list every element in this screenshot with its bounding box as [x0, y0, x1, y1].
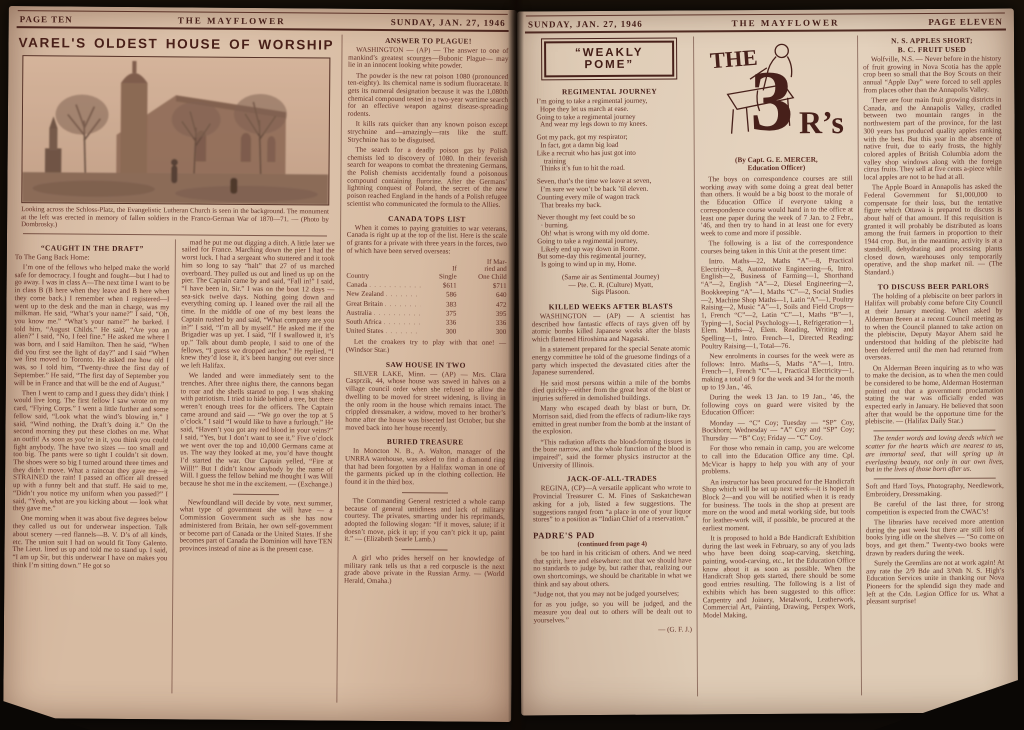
- issue-date: SUNDAY, JAN. 27, 1946: [390, 17, 506, 28]
- article-paragraph: Be careful of the last three, for strong competition is expected from the CWAC’s!: [865, 499, 1004, 517]
- article-paragraph: An instructor has been procured for the Handicraft Shop which will be set up next week—it is hoped in Block 2—and you will be notified when it is ready for business. The tools in the shop at present are more on the wood and metal working side, but tools for leather-work will, if possible, be procured at the earliest moment.: [702, 476, 855, 533]
- main-headline: VAREL'S OLDEST HOUSE OF WORSHIP: [18, 35, 335, 53]
- married-cell: 300: [495, 327, 507, 337]
- article-paragraph: Soft and Hard Toys, Photography, Needlework, Embroidery, Dressmaking.: [865, 481, 1004, 499]
- article-title: PADRE'S PAD: [533, 529, 595, 541]
- article-three-rs: [700, 175, 855, 620]
- article-paragraph: Many who escaped death by blast or burn, Dr. Morrison said, died from the effects of radium-like rays emitted in great number from the bomb at the instant of the explosion.: [532, 403, 691, 436]
- article-paragraph: When it comes to paying gratuities to war veterans, Canada is right up at the top of the list. Here is the scale of grants for a private with three years in the forces, two of which have been served overseas:: [346, 223, 508, 256]
- article-buried-treasure: [345, 437, 506, 488]
- article-caught-in-the-draft: [11, 238, 174, 693]
- country-cell: Great Britain: [346, 299, 383, 308]
- single-cell: $611: [442, 281, 457, 290]
- column-header-single: If Single: [439, 265, 457, 281]
- dot-leader: [372, 309, 421, 319]
- article-title: ANSWER TO PLAGUE!: [385, 35, 472, 46]
- article-paragraph: for as you judge, so you will be judged, and the measure you deal out to others will be dealt out to yourselves.”: [533, 599, 692, 624]
- column-header-country: Country: [346, 272, 370, 280]
- article-paragraph: It is proposed to hold a Bde Handicraft Exhibition during the last week in February, so any of you lads who have been doing soap-carving, sketching, painting, wood-carving, etc., let the Education Office know about it as soon as possible. When the Handicraft Shop gets started, there should be some good entries resulting. The following is a list of exhibits which has been suggested to this office: Carpentry and Joinery, Metalwork, Leatherwork, Commercial Art, Painting, Drawing, Perspex Work, Model Making,: [702, 533, 856, 620]
- article-paragraph: The search for a deadly poison gas by Polish chemists led to discovery of 1080. In their feverish search for weapons to combat the threatening Germans, the Polish chemists accidentally found a poisonous compound containing flurorine. After the Germans’ lightning conquest of Poland, the secret of the new poison reached England in the hands of a Polish refugee scientist who communicated the formula to the Allies.: [346, 145, 508, 209]
- poem-stanza: Got my pack, got my respirator; In fact, got a damn big load Like a recruit who has just got into training Thinks it’s fun to hit the road.: [536, 133, 636, 173]
- article-paragraph: be too hard in his criticism of others. And we need that spirit, here and elsewhere: not that we should have no standards to judge by, but rather that, realizing our own shortcomings, we should be charitable in what we think and say about others.: [533, 548, 692, 589]
- article-paragraph: It kills rats quicker than any known poison except strychnine and—amazingly—rats like the stuff. Strychnine has to be disguised.: [347, 120, 508, 145]
- table-header-row: [346, 258, 506, 281]
- section-divider: [233, 494, 279, 495]
- poem-stanza: I’m going to take a regimental journey, Hope they let us march at ease. Going to take a regimental journey And wear my legs down to my knees.: [536, 96, 648, 129]
- page-eleven-column-3: [857, 35, 1010, 696]
- article-title: TO DISCUSS BEER PARLORS: [877, 281, 990, 292]
- masthead: THE MAYFLOWER: [731, 17, 840, 29]
- filler-paragraph: A girl who prides herself on her knowledge of military rank tells us that a red corpuscle is the next grade above private in the Russian Army. — (World Herald, Omaha.): [343, 553, 505, 586]
- article-saw-house-in-two: [345, 359, 506, 433]
- article-caught-continuation: [171, 239, 334, 694]
- single-cell: 336: [445, 318, 457, 327]
- article-salutation: To The Gang Back Home:: [14, 252, 90, 262]
- page-number: PAGE TEN: [19, 14, 73, 25]
- single-cell: 383: [445, 299, 457, 309]
- single-cell: 586: [446, 290, 457, 299]
- poem-title: REGIMENTAL JOURNEY: [561, 86, 658, 97]
- article-paragraph: For those who remain in camp, you are welcome to call into the Education Office any time. Cpl. McVicar is happy to help you with any of your problems.: [701, 443, 855, 476]
- article-canada-tops-list: [346, 213, 507, 355]
- article-jack-of-all-trades: [533, 474, 692, 524]
- single-cell: 375: [445, 309, 457, 318]
- top-rule: [526, 13, 1005, 17]
- country-cell: United States: [345, 326, 384, 336]
- three-rs-cartoon: [701, 35, 852, 154]
- article-paragraph: WASHINGTON — (AP) — A scientist has described how fantastic effects of rays given off by atomic bombs killed Japanese weeks after the blasts which flattened Hiroshima and Nagasaki.: [531, 311, 691, 344]
- country-cell: South Africa: [346, 317, 382, 326]
- article-title: SAW HOUSE IN TWO: [385, 359, 466, 370]
- article-paragraph: He said most persons within a mile of the bombs died quickly—either from the great heat of the blast or injuries suffered in demolished buildings.: [532, 378, 691, 403]
- article-title: BURIED TREASURE: [386, 437, 464, 447]
- section-divider: [873, 430, 995, 432]
- poem-stanza: Never thought my feet could be so · burning. Oh! what is wrong with my old dome. Going to take a regimental journey, Likely end up way down in Rome. But some-day this regimental journey, Is going to wind up in my, Home.: [537, 213, 650, 269]
- article-paragraph: The powder is the new rat poison 1080 (pronounced ten-eighty). Its chemical name is sodium fluoracetate. It gets its numeral designation because it was the 1,080th chemical compound tested in a two-year wartime search for an effective weapon against disease-spreading rodents.: [347, 71, 509, 118]
- article-paragraph: The boys on correspondence courses are still working away with some doing a great deal better than others. It would be a big boost to the morale of the Education Office if everyone taking a correspondence course would hand in to the office at least one paper during the week of 7 Jan. to 2 Febr., ’46, and then try to hand in at least one for every week to come and more if possible.: [700, 174, 854, 238]
- poem-credit: (Same air as Sentimental Journey): [561, 272, 660, 282]
- caption-rule: [23, 233, 327, 236]
- article-paragraph: On Alderman Breen inquiring as to who was to make the decision, as to when the men could be considered to be home, Alderman Hosterman pointed out that a government proclamation stating the war was officially ended was expected early in January. He believed that soon after that would be the opportune time for the plebiscite. — (Halifax Daily Star.): [864, 363, 1004, 426]
- article-title: JACK-OF-ALL-TRADES: [566, 474, 657, 484]
- article-killed-weeks-after-blasts: [532, 302, 691, 470]
- dot-leader: [383, 327, 420, 336]
- article-paragraph: SILVER LAKE, Minn. — (AP) — Mrs. Clara Casprzik, 44, whose house was sawed in halves on a village council order when she refused to allow the dwelling to be moved for street widening, is living in the only room in the house which remains intact. The crippled dressmaker, a widow, moved to her brother’s home after the house was bisected last October, but she moved back into her house recently.: [345, 369, 506, 433]
- article-padres-pad: [533, 529, 692, 634]
- issue-date: SUNDAY, JAN. 27, 1946: [527, 18, 643, 30]
- single-cell: 300: [445, 327, 457, 336]
- article-ns-apples-short: [863, 36, 1003, 278]
- cartoon-text-the: THE: [708, 44, 758, 74]
- country-cell: New Zealand: [346, 289, 384, 299]
- article-regimental-journey: [530, 86, 690, 297]
- article-paragraph: I’m one of the fellows who helped make the world safe for democracy. I fought and fought—but I had to go away. I was in class A—The next time I want to be in class B (B here when they leave and B here when they come back.) I remember when I registered—I went up to the desk and the man in charge, was my milkman. He said, “What’s your name?” I said, “Oh, you know me.” “What’s your name?” he barked. I told him, “August Childs.” He said, “Are you an alien?” I said, “No, I feel fine.” He asked me where I was born, and I said Hamilton. Then he said, “When did you first see the light of day?” and I said “When we first moved to Toronto. He asked me how old I was, so I told him, “Twenty-three the first day of September.” He said, “The first day of September you will be in France and that will be the end of August.”: [13, 263, 170, 388]
- dot-leader: [367, 281, 420, 291]
- article-paragraph: “Judge not, that you may not be judged yourselves;: [533, 589, 680, 599]
- page-number: PAGE ELEVEN: [928, 16, 1003, 28]
- article-answer-to-plague: [347, 36, 509, 210]
- dot-leader: [383, 299, 421, 308]
- article-paragraph: REGINA, (CP)—A versatile applicant who wrote to Provincial Treasurer C. M. Fines of Saskatchewan asking for a job, listed a few suggestions. The suggestions ranged from “a place in one of your liquor stores” to a position as “Indian Chief of a reservation.”: [532, 483, 692, 524]
- article-paragraph: In a statement prepared for the special Senate atomic energy committee he told of the gruesome findings of a party which inspected the devastated cities after the Japanese surrendered.: [531, 344, 691, 377]
- article-paragraph: There are four main fruit growing districts in Canada, and the Annapolis Valley, cradled between two mountain ranges in the northwestern part of the province, for the last 300 years has produced quality apples ranking with the best. But this year in the absence of native fruit, due to early frosts, the highly colored apples of British Columbia adorn the valley shop windows along with the foreign citrus fruits. They sell at five cents a-piece while local apples are not to be had at all.: [863, 95, 1002, 182]
- dot-leader: [382, 318, 421, 328]
- article-paragraph: Newfoundland will decide by vote, next summer, what type of government she will have — a Commission Government such as she has now administered from Britain, her own self-government or become part of Canada or the United States. If she becomes part of Canada the Dominion will have TEN provinces instead of nine as is the present case.: [179, 498, 333, 554]
- column-header-married: If Mar- ried and One Child: [478, 258, 507, 281]
- three-rs-illustration: [701, 35, 852, 148]
- article-title: N. S. APPLES SHORT; B. C. FRUIT USED: [891, 35, 973, 55]
- section-divider: [874, 478, 996, 480]
- article-paragraph: The following is a list of the correspondence courses being taken in this Unit at the present time:: [700, 238, 854, 256]
- page-ten-right-column: [336, 35, 509, 704]
- article-paragraph: We landed and were immediately sent to the trenches. After three nights there, the cannons began to roar and the shells started to pop. I was shaking with patriotism. I tried to hide behind a tree, but there weren’t enough trees for the officers. The Captain came around and said — “We go over the top at 5 o’clock.” I said “I would like to have a furlough.” He said, “Haven’t you got any red blood in your veins?” I said, “Yes, but I don’t want to see it.” Five o’clock we went over the top and 10,000 Germans came at us. The way they looked at me, you’d have thought I’d started the war. Our Captain yelled, “Fire at Will!” But I didn’t know anybody by the name of Will. I guess the fellow behind me thought I was Will because he shot me in the excitement. — (Exchange.): [179, 371, 334, 489]
- table-row: [346, 327, 506, 337]
- married-cell: 395: [495, 309, 507, 318]
- article-paragraph: Let the croakers try to play with that one! — (Windsor Star.): [345, 338, 507, 355]
- page-eleven: [517, 8, 1018, 715]
- article-credit: — (G. F. J.): [658, 625, 692, 634]
- page-fold-shadow: [508, 0, 524, 730]
- article-paragraph: Monday — “C” Coy; Tuesday — “SP” Coy, Bockhorn; Wednesday — “A” Coy and “SP” Coy; Thursday — “B” Coy; Friday — “C” Coy.: [701, 418, 855, 443]
- married-cell: 640: [496, 291, 507, 300]
- page-eleven-column-1: [525, 36, 697, 697]
- cartoon-byline: (By Capt. G. E. MERCER,: [735, 155, 818, 165]
- poem-credit: — Pte. C. R. (Culture) Myatt,: [568, 280, 653, 289]
- page-eleven-header: [525, 17, 1006, 34]
- article-paragraph: Wolfville, N.S. — Never before in the history of fruit growing in Nova Scotia has the apple crop been so small that the Boy Scouts on their annual “Apple Day” were forced to sell apples from places other than the Annapolis Valley.: [863, 54, 1002, 95]
- cartoon-text-three: 3: [749, 52, 794, 149]
- gratuities-table: [346, 258, 507, 338]
- poem-credit: Sigs Plasoon.: [591, 288, 630, 297]
- country-cell: Canada: [346, 280, 368, 289]
- section-divider: [401, 549, 447, 550]
- dot-leader: [384, 290, 421, 299]
- page-ten: [3, 6, 517, 722]
- article-paragraph: The Apple Board in Annapolis has asked the Federal Government for $1,000,000 to compensate for their loss, but the tentative figure which Ottawa is prepared to discuss is about half of that amount. If this requisition is granted it will probably be distributed as loans among the fruit farmers in proportion to their 1944 crop. But, in the meantime, activity is at a standstill, dehydrating and processing plants closed down, warehouses only temporarily operative, and the shop market nil. — (The Standard.): [863, 182, 1003, 277]
- church-photo: [21, 55, 330, 205]
- article-paragraph: In Moncton N. B., A. Walton, manager of the UNRRA warehouse, was asked to find a diamond ring that had been forgotten by a Halifax woman in one of the garments picked up in the clothing collection. He found it in the third box.: [344, 447, 506, 487]
- section-divider: [402, 492, 448, 493]
- article-beer-parlors: [864, 281, 1003, 426]
- article-title: “CAUGHT IN THE DRAFT”: [40, 243, 144, 253]
- married-cell: 336: [495, 318, 507, 327]
- article-three-rs-continuation: [866, 483, 1005, 607]
- weakly-pome-box: “WEAKLY POME”: [544, 41, 675, 78]
- masthead: THE MAYFLOWER: [177, 15, 286, 27]
- article-paragraph: mad he put me out digging a ditch. A little later we sailed for France. Marching down the pier I had the worst luck. I had a sergeant who stuttered and it took him so long to say “halt” that 27 of us marched overboard. They pulled us out and lined us up on the pier. The Captain came by and said, “Fall in!” I said, “I have been in, Sir.” I was on the boat 12 days — sea-sick twelve days. Nothing going down and everything coming up. I leaned over the rail all the time. In the middle of one of my best leans the Captain rushed by and said, “What company are you in?” I said, “I’m all by myself.” He asked me if the Brigadier was up yet. I said, “If I swallowed it, it’s up.” Talk about dumb people, I said to one of the fellows, “I guess we dropped anchor.” He replied, “I knew they’d lose it, it’s been hanging out ever since we left Halifax.: [180, 238, 335, 370]
- page-eleven-column-2: [693, 35, 861, 696]
- page-ten-header: [17, 14, 509, 32]
- article-paragraph: During the week 13 Jan. to 19 Jan., ’46, the following coys on guard were visited by the Education Officer:: [701, 392, 855, 417]
- article-paragraph: The holding of a plebiscite on beer parlors in Halifax will probably come before City Council at their January meeting. When asked by Alderman Breen at a recent Council meeting as to when the Council planned to take action on the plebiscite, Deputy Mayor Ahern said he understood that holding of the plebiscite had been deferred until the men had returned from overseas.: [864, 291, 1003, 362]
- continued-note: (continued from page 4): [577, 540, 648, 549]
- country-cell: Australia: [346, 308, 372, 317]
- married-cell: $711: [492, 281, 507, 291]
- article-paragraph: New enrolments in courses for the week were as follows: Intro. Maths—5, Maths “A”—1, Intro. French—1, French “C”—1, Practical Electricity—1, making a total of 9 for the week and 34 for the month up to 19 Jan., ’46.: [701, 351, 855, 392]
- article-paragraph: The libraries have received more attention during the past week but there are still lots of books lying idle on the shelves — “So come on boys, and get them.” Twenty-two books were drawn by readers during the week.: [865, 517, 1005, 558]
- inspirational-quote: The tender words and loving deeds which we scatter for the hearts which are nearest to us, are immortal seed, that will spring up in everlasting beauty, not only in our own lives, but in the lives of those born after us.: [865, 433, 1004, 474]
- article-paragraph: “This radiation affects the blood-forming tissues in the bone narrow, and the whole function of the blood is impaired”, said the former physics instructor at the University of Illinois.: [532, 437, 691, 470]
- article-paragraph: Intro. Maths—22, Maths “A”—8, Practical Electricity—8, Automotive Engineering—6, Intro. English—2, Business of Farming—1, Shorthand “A”—2, English “A”—2, Diesel Engineering—2, Bookkeeping “A”—1, Maths “C”—2, Social Studies—2, Machine Shop Maths—1, Latin “A”—1, Poultry Raising—2, Music “A”—1, Soils and Field Crops—1, French “C”—2, Latin “C”—1, Maths “B”—1, Typing—1, Social Psychology—1, Refrigeration—1, Elem. Maths—2, Elem. Reading, Writing and Spelling—1, Intro. French—1, Directed Reading: Poultry Raising—1, Total—76.: [700, 256, 854, 351]
- photo-caption: Looking across the Schloss-Platz, the Evangelistic Lutheran Church is seen in the background. The monument at the left was erected in memory of fallen soldiers in the Franco-German War of 1870—71. — (Photo by Dombrosky.): [21, 206, 329, 229]
- cartoon-byline: Education Officer): [747, 163, 806, 173]
- cartoon-text-rs: R’s: [798, 105, 844, 141]
- article-paragraph: WASHINGTON — (AP) — The answer to one of mankind’s greatest scourges—Bubonic Plague— may lie in an innocent looking white powder.: [348, 45, 509, 70]
- poem-stanza: Seven, that’s the time we leave at seven, I’m sure we won’t be back ’til eleven. Counting every mile of wagon track That breaks my back.: [536, 176, 652, 209]
- article-title: KILLED WEEKS AFTER BLASTS: [548, 301, 673, 312]
- article-paragraph: Then I went to camp and I guess they didn’t think I would live long. The first fellow I saw wrote on my card, “Flying Corps.” I went a little further and some fellow said, “Look what the wind’s blowing in.” I said, “Wind nothing, the Draft’s doing it.” On the second morning they put these clothes on me. What an outfit! As soon as you’re in it, you think you could fight anybody. The have two sizes — too small and too big. The pants were so tight I couldn’t sit down. The shoes were so big I turned around three times and they didn’t move. What a raincoat they gave me—it STRAINED the rain! I passed an officer all dressed up with a funny belt and that stuff. He said to me, “Didn’t you notice my uniform when you passed?” I said, “Yeah, what are you kicking about — look what they gave me.”: [12, 388, 169, 513]
- church-photo-illustration: [22, 56, 329, 204]
- filler-paragraph: The Commanding General restricted a whole camp because of general untidiness and lack of military courtesy. The privates, smarting under his reprimands, adopted the following slogan: “If it moves, salute; if it doesn’t move, pick it up; if you can’t pick it up, paint it.” — (Elizabeth Searle Lamb.): [344, 496, 505, 544]
- married-cell: 472: [495, 300, 507, 309]
- article-paragraph: One morning when it was about five degrees below they called us out for underwear inspection. Talk about scenery —red flannels—B. V. D’s of all kinds, etc. The union suit I had on would fit Tony Galento. The Lieut. lined us up and told me to stand up. I said, “I am up Sir, but this underwear I have on makes you think I’m sitting down.” He got so: [12, 514, 168, 570]
- page-ten-left-section: [11, 32, 341, 703]
- article-paragraph: Surely the Gremlins are not at work again! At any rate the 2/9 Bde and 3/Nth N. S. High’s Education Services unite in thanking our Nova Pioneers for the splendid sign they made and left at the Cdn. Legion Office for us. What a pleasant surprise!: [866, 558, 1005, 606]
- article-title: CANADA TOPS LIST: [388, 213, 466, 224]
